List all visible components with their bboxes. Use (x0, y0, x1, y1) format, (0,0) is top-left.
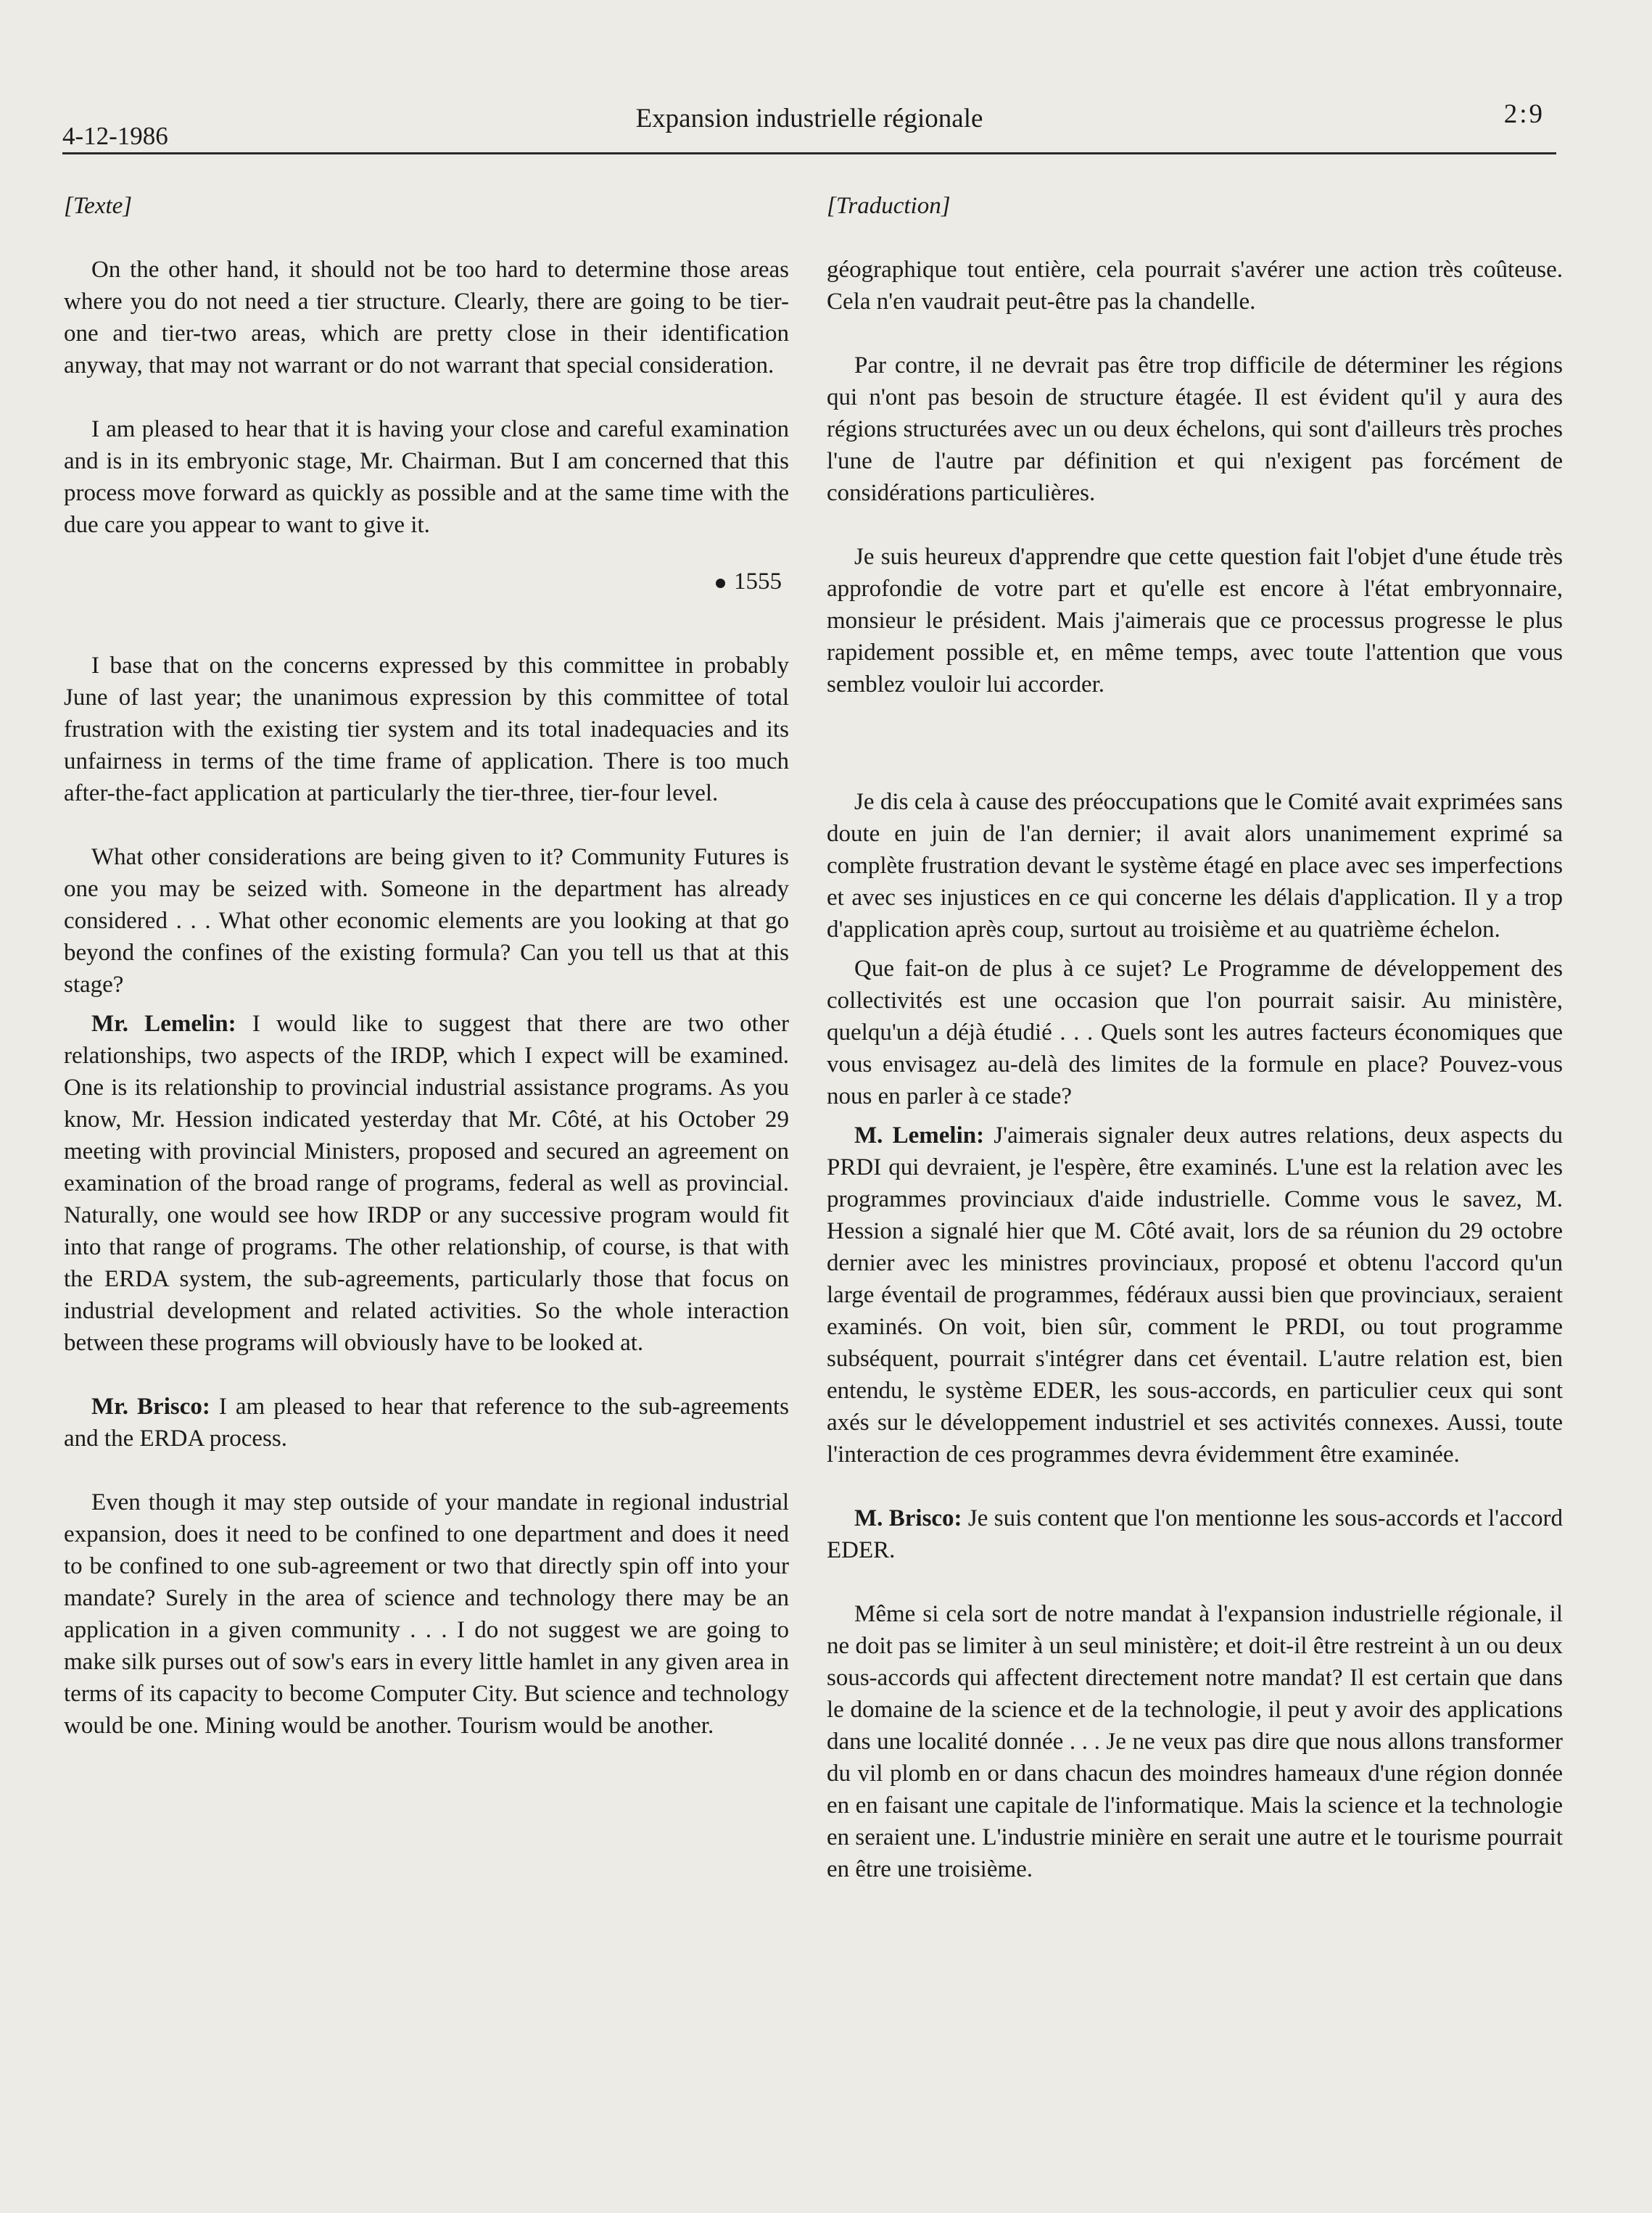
left-paragraph-6 (64, 1391, 789, 1455)
right-paragraph-3: Je dis cela à cause des préoccupations que le Comité avait exprimées sans doute en juin de l'an dernier; il avait alors unanimement exprimé sa complète frustration devant le système étagé en place avec ses imperfections et avec ses injustices en ce qui concerne les délais d'application. Il y a trop d'application après coup, surtout au troisième et au quatrième échelon. (827, 789, 1563, 943)
right-column-label: [Traduction] (827, 193, 951, 219)
left-paragraph-2: I am pleased to hear that it is having your close and careful examination and is in its embryonic stage, Mr. Chairman. But I am concerned that this process move forward as quickly as possible and at the same time with the due care you appear to want to give it. (64, 416, 789, 538)
right-paragraph-5 (827, 1120, 1563, 1470)
speech-text: I am pleased to hear that reference to the sub-agreements and the ERDA process. (64, 1394, 789, 1452)
english-column (64, 190, 789, 1774)
right-paragraph-0: géographique tout entière, cela pourrait s'avérer une action très coûteuse. Cela n'en vaudrait peut-être pas la chandelle. (827, 257, 1563, 315)
bullet-icon (716, 579, 725, 588)
left-paragraph-5 (64, 1008, 789, 1359)
speaker-name: M. Lemelin: (854, 1122, 985, 1149)
speaker-name: Mr. Lemelin: (91, 1011, 236, 1037)
right-paragraph-2: Je suis heureux d'apprendre que cette question fait l'objet d'une étude très approfondie de votre part et qu'elle est encore à l'état embryonnaire, monsieur le président. Mais j'aimerais que ce processus progresse le plus rapidement possible et, en même temps, avec toute l'attention que vous semblez vouloir lui accorder. (827, 544, 1563, 698)
speech-text: Je suis content que l'on mentionne les sous-accords et l'accord EDER. (827, 1505, 1563, 1563)
page-header (62, 94, 1556, 154)
speech-text: J'aimerais signaler deux autres relations, deux aspects du PRDI qui devraient, je l'espère, être examinés. L'une est la relation avec les programmes provinciaux d'aide industrielle. Comme vous le savez, M. Hession a signalé hier que M. Côté avait, lors de sa réunion du 29 octobre dernier avec les ministres provinciaux, proposé et obtenu l'accord qu'un large éventail de programmes, fédéraux aussi bien que provinciaux, seraient examinés. On voit, bien sûr, comment le PRDI, ou tout programme subséquent, pourrait s'intégrer dans cet éventail. L'autre relation est, bien entendu, le système EDER, les sous-accords, en particulier ceux qui sont axés sur le développement industriel et ses activités connexes. Aussi, toute l'interaction de ces programmes devra évidemment être examinée. (827, 1122, 1563, 1468)
speaker-name: Mr. Brisco: (91, 1394, 210, 1420)
right-paragraph-6 (827, 1502, 1563, 1566)
speaker-name: M. Brisco: (854, 1505, 962, 1531)
header-title: Expansion industrielle régionale (635, 104, 983, 133)
speech-text: I would like to suggest that there are two other relationships, two aspects of the IRDP, which I expect will be examined. One is its relationship to provincial industrial assistance programs. As you know, Mr. Hession indicated yesterday that Mr. Côté, at his October 29 meeting with provincial Ministers, proposed and secured an agreement on examination of the broad range of programs, federal as well as provincial. Naturally, one would see how IRDP or any successive program would fit into that range of programs. The other relationship, of course, is that with the ERDA system, the sub-agreements, particularly those that focus on industrial development and related activities. So the whole interaction between these programs will obviously have to be looked at. (64, 1011, 789, 1356)
header-page-number: 2:9 (1503, 99, 1545, 129)
left-paragraph-3: I base that on the concerns expressed by this committee in probably June of last year; the unanimous expression by this committee of total frustration with the existing tier system and its total inadequacies and its unfairness in terms of the time frame of application. There is too much after-the-fact application at particularly the tier-three, tier-four level. (64, 653, 789, 806)
header-date: 4-12-1986 (62, 122, 168, 150)
left-column-label: [Texte] (64, 193, 133, 219)
french-column (827, 190, 1563, 1917)
timestamp (64, 566, 782, 597)
right-paragraph-7: Même si cela sort de notre mandat à l'expansion industrielle régionale, il ne doit pas se limiter à un seul ministère; et doit-il être restreint à un ou deux sous-accords qui affectent directement notre mandat? Il est certain que dans le domaine de la science et de la technologie, il peut y avoir des applications dans une localité donnée . . . Je ne veux pas dire que nous allons transformer du vil plomb en or dans chacun des moindres hameaux d'une région donnée en en faisant une capitale de l'informatique. Mais la science et la technologie en seraient une. L'industrie minière en serait une autre et le tourisme pourrait en être une troisième. (827, 1601, 1563, 1882)
left-paragraph-1: On the other hand, it should not be too hard to determine those areas where you do not need a tier structure. Clearly, there are going to be tier-one and tier-two areas, which are pretty close in their identification anyway, that may not warrant or do not warrant that special consideration. (64, 257, 789, 379)
timestamp-value: 1555 (734, 568, 782, 595)
left-paragraph-7: Even though it may step outside of your mandate in regional industrial expansion, does it need to be confined to one department and does it need to be confined to one sub-agreement or two that directly spin off into your mandate? Surely in the area of science and technology there may be an application in a given community . . . I do not suggest we are going to make silk purses out of sow's ears in every little hamlet in any given area in terms of its capacity to become Computer City. But science and technology would be one. Mining would be another. Tourism would be another. (64, 1489, 789, 1739)
right-paragraph-4: Que fait-on de plus à ce sujet? Le Programme de développement des collectivités est une occasion que l'on pourrait saisir. Au ministère, quelqu'un a déjà étudié . . . Quels sont les autres facteurs économiques que vous envisagez au-delà des limites de la formule en place? Pouvez-vous nous en parler à ce stade? (827, 956, 1563, 1109)
right-paragraph-1: Par contre, il ne devrait pas être trop difficile de déterminer les régions qui n'ont pas besoin de structure étagée. Il est évident qu'il y aura des régions structurées avec un ou deux échelons, qui sont d'ailleurs très proches l'une de l'autre par définition et qui n'exigent pas forcément de considérations particulières. (827, 352, 1563, 506)
left-paragraph-4: What other considerations are being given to it? Community Futures is one you may be seized with. Someone in the department has already considered . . . What other economic elements are you looking at that go beyond the confines of the existing formula? Can you tell us that at this stage? (64, 844, 789, 998)
